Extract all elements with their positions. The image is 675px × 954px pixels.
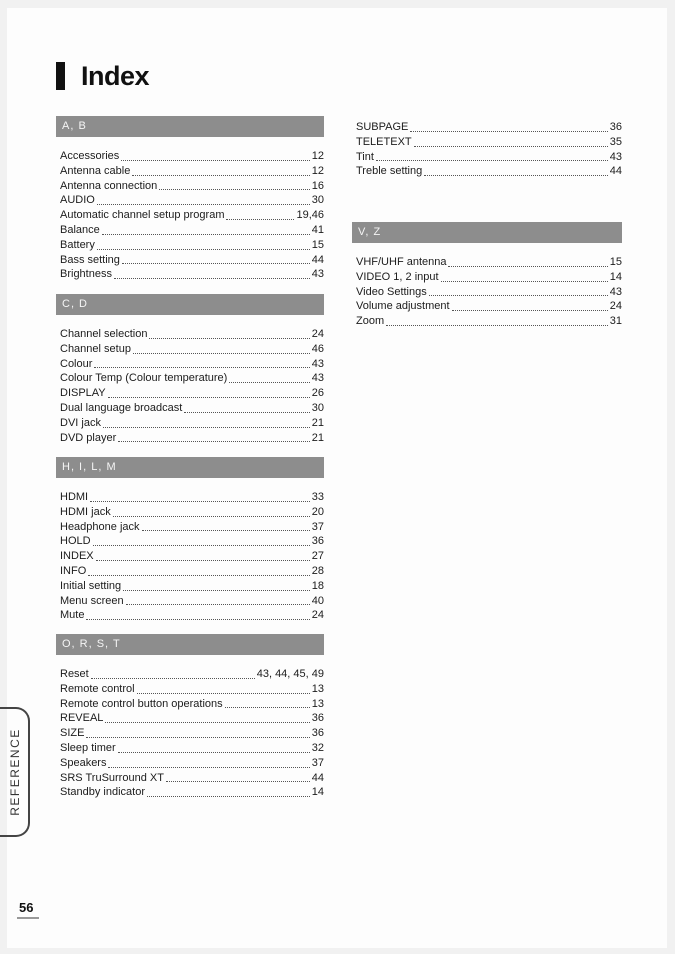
index-entry bbox=[56, 490, 324, 505]
index-entry bbox=[352, 164, 622, 179]
dot-leader bbox=[142, 530, 310, 531]
entry-list bbox=[56, 490, 324, 623]
entry-page-numbers: 24 bbox=[311, 328, 324, 340]
dot-leader bbox=[229, 382, 309, 383]
entry-page-numbers: 21 bbox=[311, 431, 324, 444]
dot-leader bbox=[97, 249, 310, 250]
index-entry bbox=[56, 386, 324, 401]
entry-page-numbers: 14 bbox=[609, 270, 622, 283]
index-entry bbox=[352, 135, 622, 150]
entry-label: Balance bbox=[60, 223, 100, 236]
entry-page-numbers: 20 bbox=[311, 505, 324, 518]
entry-label: Volume adjustment bbox=[356, 300, 450, 313]
entry-list bbox=[56, 667, 324, 800]
entry-label: REVEAL bbox=[60, 712, 104, 725]
entry-page-numbers: 43, 44, 45, 49 bbox=[256, 668, 324, 680]
section-header: H, I, L, M bbox=[56, 457, 324, 478]
index-entry bbox=[352, 120, 622, 135]
entry-label: HDMI jack bbox=[60, 505, 111, 518]
index-entry bbox=[56, 549, 324, 564]
entry-label: Colour Temp (Colour temperature) bbox=[60, 372, 228, 385]
dot-leader bbox=[88, 575, 309, 576]
dot-leader bbox=[94, 367, 309, 368]
index-entry bbox=[56, 711, 324, 726]
entry-page-numbers: 46 bbox=[311, 342, 324, 355]
section-header: O, R, S, T bbox=[56, 634, 324, 655]
index-entry bbox=[56, 267, 324, 282]
entry-label: DVD player bbox=[60, 431, 117, 444]
entry-label: Reset bbox=[60, 668, 89, 680]
index-entry bbox=[56, 697, 324, 712]
entry-label: TELETEXT bbox=[356, 135, 412, 148]
index-entry bbox=[56, 726, 324, 741]
dot-leader bbox=[90, 501, 310, 502]
index-entry bbox=[56, 431, 324, 446]
dot-leader bbox=[166, 781, 310, 782]
section-vz bbox=[352, 222, 622, 329]
entry-page-numbers: 19,46 bbox=[296, 209, 324, 222]
index-entry bbox=[352, 150, 622, 165]
entry-label: Sleep timer bbox=[60, 741, 116, 754]
dot-leader bbox=[226, 219, 294, 220]
entry-list bbox=[352, 255, 622, 329]
entry-page-numbers: 30 bbox=[311, 401, 324, 414]
entry-page-numbers: 44 bbox=[311, 253, 324, 266]
dot-leader bbox=[149, 338, 309, 339]
dot-leader bbox=[429, 295, 608, 296]
section-ab bbox=[56, 116, 324, 282]
entry-page-numbers: 44 bbox=[609, 165, 622, 178]
index-entry bbox=[56, 534, 324, 549]
dot-leader bbox=[137, 693, 310, 694]
dot-leader bbox=[441, 281, 608, 282]
page-number-underline bbox=[17, 917, 39, 919]
index-entry bbox=[56, 741, 324, 756]
dot-leader bbox=[452, 310, 608, 311]
entry-page-numbers: 24 bbox=[609, 300, 622, 313]
entry-label: Treble setting bbox=[356, 165, 423, 178]
dot-leader bbox=[103, 427, 310, 428]
entry-label: INDEX bbox=[60, 550, 94, 563]
entry-page-numbers: 43 bbox=[311, 372, 324, 385]
index-entry bbox=[56, 505, 324, 520]
dot-leader bbox=[118, 752, 310, 753]
entry-label: AUDIO bbox=[60, 194, 95, 207]
entry-page-numbers: 36 bbox=[609, 121, 622, 133]
entry-label: SUBPAGE bbox=[356, 121, 409, 133]
dot-leader bbox=[133, 353, 310, 354]
entry-page-numbers: 44 bbox=[311, 771, 324, 784]
entry-label: Channel setup bbox=[60, 342, 131, 355]
dot-leader bbox=[159, 189, 310, 190]
index-entry bbox=[56, 208, 324, 223]
entry-page-numbers: 16 bbox=[311, 179, 324, 192]
entry-label: Zoom bbox=[356, 315, 385, 328]
index-entry bbox=[56, 193, 324, 208]
section-t-continued bbox=[352, 120, 622, 179]
entry-list bbox=[56, 327, 324, 445]
entry-label: Menu screen bbox=[60, 594, 124, 607]
entry-page-numbers: 13 bbox=[311, 682, 324, 695]
entry-page-numbers: 43 bbox=[311, 357, 324, 370]
entry-page-numbers: 27 bbox=[311, 550, 324, 563]
entry-page-numbers: 24 bbox=[311, 609, 324, 622]
entry-page-numbers: 40 bbox=[311, 594, 324, 607]
dot-leader bbox=[102, 234, 310, 235]
index-entry bbox=[56, 564, 324, 579]
dot-leader bbox=[184, 412, 309, 413]
dot-leader bbox=[121, 160, 309, 161]
index-entry bbox=[56, 756, 324, 771]
entry-page-numbers: 43 bbox=[609, 285, 622, 298]
entry-page-numbers: 15 bbox=[609, 256, 622, 268]
entry-label: Mute bbox=[60, 609, 85, 622]
entry-label: Bass setting bbox=[60, 253, 120, 266]
entry-page-numbers: 37 bbox=[311, 520, 324, 533]
section-header: A, B bbox=[56, 116, 324, 137]
entry-label: Antenna cable bbox=[60, 164, 131, 177]
entry-label: Video Settings bbox=[356, 285, 427, 298]
index-entry bbox=[56, 238, 324, 253]
entry-label: Channel selection bbox=[60, 328, 148, 340]
index-entry bbox=[56, 223, 324, 238]
entry-page-numbers: 15 bbox=[311, 238, 324, 251]
index-entry bbox=[56, 342, 324, 357]
entry-label: HOLD bbox=[60, 535, 91, 548]
entry-label: VIDEO 1, 2 input bbox=[356, 270, 439, 283]
entry-page-numbers: 31 bbox=[609, 315, 622, 328]
entry-page-numbers: 13 bbox=[311, 697, 324, 710]
index-entry bbox=[56, 579, 324, 594]
entry-list bbox=[56, 149, 324, 282]
index-entry bbox=[56, 416, 324, 431]
entry-page-numbers: 43 bbox=[311, 268, 324, 281]
section-hilm bbox=[56, 457, 324, 623]
entry-list bbox=[352, 120, 622, 179]
entry-label: SRS TruSurround XT bbox=[60, 771, 164, 784]
dot-leader bbox=[113, 516, 310, 517]
dot-leader bbox=[105, 722, 309, 723]
index-entry bbox=[56, 682, 324, 697]
entry-page-numbers: 41 bbox=[311, 223, 324, 236]
dot-leader bbox=[93, 545, 310, 546]
index-entry bbox=[56, 327, 324, 342]
dot-leader bbox=[147, 796, 310, 797]
reference-tab-label: REFERENCE bbox=[8, 728, 22, 816]
page-number: 56 bbox=[19, 900, 34, 915]
dot-leader bbox=[410, 131, 607, 132]
entry-label: Accessories bbox=[60, 150, 120, 162]
entry-page-numbers: 26 bbox=[311, 387, 324, 400]
entry-label: Initial setting bbox=[60, 579, 122, 592]
dot-leader bbox=[122, 263, 310, 264]
dot-leader bbox=[225, 707, 310, 708]
entry-label: HDMI bbox=[60, 491, 89, 503]
dot-leader bbox=[386, 325, 608, 326]
index-entry bbox=[352, 270, 622, 285]
dot-leader bbox=[414, 146, 608, 147]
entry-label: DVI jack bbox=[60, 416, 101, 429]
entry-label: Brightness bbox=[60, 268, 112, 281]
page-title: Index bbox=[81, 60, 150, 91]
index-entry bbox=[56, 520, 324, 535]
dot-leader bbox=[448, 266, 607, 267]
dot-leader bbox=[96, 560, 310, 561]
entry-label: Speakers bbox=[60, 756, 107, 769]
dot-leader bbox=[118, 441, 310, 442]
entry-label: Tint bbox=[356, 150, 374, 163]
entry-page-numbers: 36 bbox=[311, 727, 324, 740]
index-entry bbox=[56, 785, 324, 800]
entry-page-numbers: 32 bbox=[311, 741, 324, 754]
dot-leader bbox=[114, 278, 310, 279]
index-entry bbox=[56, 771, 324, 786]
section-orst bbox=[56, 634, 324, 800]
dot-leader bbox=[123, 590, 310, 591]
entry-label: Headphone jack bbox=[60, 520, 140, 533]
entry-page-numbers: 30 bbox=[311, 194, 324, 207]
index-entry bbox=[352, 314, 622, 329]
entry-page-numbers: 21 bbox=[311, 416, 324, 429]
entry-page-numbers: 43 bbox=[609, 150, 622, 163]
entry-page-numbers: 33 bbox=[311, 491, 324, 503]
dot-leader bbox=[97, 204, 310, 205]
entry-label: Dual language broadcast bbox=[60, 401, 183, 414]
dot-leader bbox=[376, 160, 608, 161]
entry-label: Automatic channel setup program bbox=[60, 209, 225, 222]
entry-label: Battery bbox=[60, 238, 95, 251]
dot-leader bbox=[86, 737, 309, 738]
index-entry bbox=[56, 594, 324, 609]
dot-leader bbox=[126, 604, 310, 605]
dot-leader bbox=[86, 619, 309, 620]
index-entry bbox=[56, 253, 324, 268]
entry-label: Standby indicator bbox=[60, 786, 145, 799]
entry-page-numbers: 18 bbox=[311, 579, 324, 592]
entry-page-numbers: 37 bbox=[311, 756, 324, 769]
entry-label: Remote control bbox=[60, 682, 135, 695]
entry-page-numbers: 12 bbox=[311, 164, 324, 177]
index-entry bbox=[56, 179, 324, 194]
index-entry bbox=[56, 667, 324, 682]
entry-page-numbers: 12 bbox=[311, 150, 324, 162]
index-entry bbox=[56, 608, 324, 623]
entry-label: DISPLAY bbox=[60, 387, 106, 400]
entry-label: Remote control button operations bbox=[60, 697, 223, 710]
entry-page-numbers: 35 bbox=[609, 135, 622, 148]
page-heading bbox=[56, 60, 149, 92]
index-entry bbox=[56, 401, 324, 416]
entry-label: Antenna connection bbox=[60, 179, 158, 192]
entry-label: Colour bbox=[60, 357, 93, 370]
dot-leader bbox=[424, 175, 608, 176]
section-header: C, D bbox=[56, 294, 324, 315]
index-entry bbox=[56, 371, 324, 386]
dot-leader bbox=[132, 175, 309, 176]
index-entry bbox=[56, 164, 324, 179]
index-entry bbox=[56, 357, 324, 372]
dot-leader bbox=[91, 678, 255, 679]
entry-page-numbers: 36 bbox=[311, 535, 324, 548]
index-entry bbox=[352, 285, 622, 300]
entry-page-numbers: 14 bbox=[311, 786, 324, 799]
entry-label: SIZE bbox=[60, 727, 85, 740]
entry-page-numbers: 28 bbox=[311, 564, 324, 577]
index-entry bbox=[56, 149, 324, 164]
dot-leader bbox=[108, 767, 309, 768]
index-entry bbox=[352, 255, 622, 270]
index-entry bbox=[352, 299, 622, 314]
section-cd bbox=[56, 294, 324, 445]
title-marker bbox=[56, 62, 65, 90]
dot-leader bbox=[108, 397, 310, 398]
entry-page-numbers: 36 bbox=[311, 712, 324, 725]
entry-label: INFO bbox=[60, 564, 87, 577]
entry-label: VHF/UHF antenna bbox=[356, 256, 447, 268]
section-header: V, Z bbox=[352, 222, 622, 243]
